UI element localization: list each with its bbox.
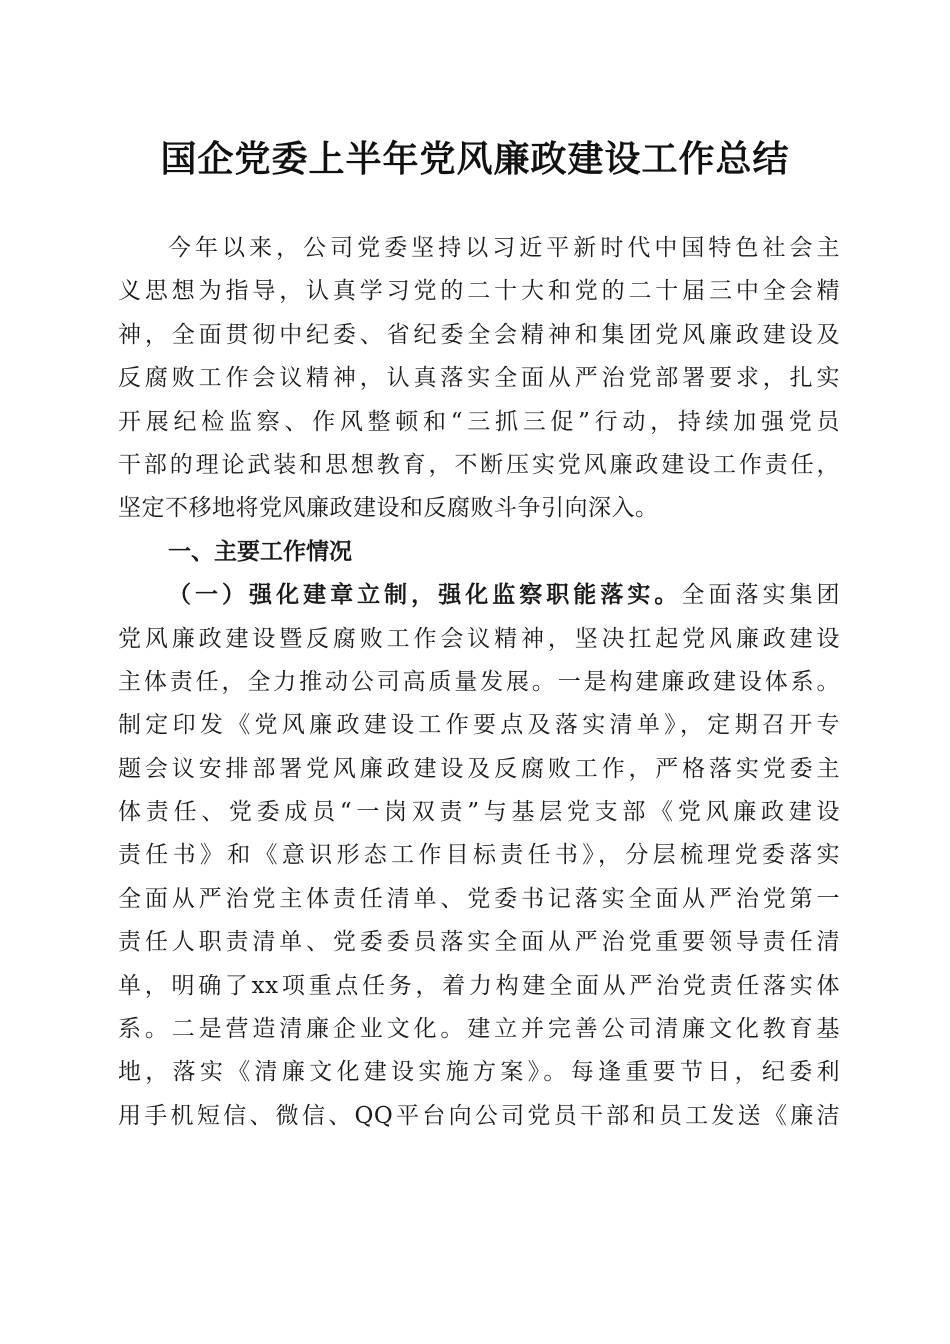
- document-title: 国企党委上半年党风廉政建设工作总结: [160, 138, 790, 180]
- paragraph-line: 系。二是营造清廉企业文化。建立并完善公司清廉文化教育基: [118, 1016, 840, 1043]
- section-heading: 一、主要工作情况: [168, 538, 352, 565]
- paragraph-line: 神，全面贯彻中纪委、省纪委全会精神和集团党风廉政建设及: [118, 321, 840, 348]
- paragraph-line: 今年以来，公司党委坚持以习近平新时代中国特色社会主: [168, 235, 840, 261]
- paragraph-line: 坚定不移地将党风廉政建设和反腐败斗争引向深入。: [118, 495, 659, 522]
- paragraph-line: 反腐败工作会议精神，认真落实全面从严治党部署要求，扎实: [118, 365, 840, 392]
- paragraph-line: 体责任、党委成员“一岗双责”与基层党支部《党风廉政建设: [118, 799, 840, 826]
- paragraph-line: 地，落实《清廉文化建设实施方案》。每逢重要节日，纪委利: [118, 1059, 840, 1086]
- paragraph-line: 义思想为指导，认真学习党的二十大和党的二十届三中全会精: [118, 278, 840, 305]
- paragraph-line: 单，明确了xx项重点任务，着力构建全面从严治党责任落实体: [118, 972, 840, 999]
- subsection-heading: （一）强化建章立制，强化监察职能落实。: [168, 582, 682, 609]
- paragraph-line: 干部的理论武装和思想教育，不断压实党风廉政建设工作责任，: [118, 451, 840, 478]
- subsection-first-line-text: 全面落实集团: [681, 582, 841, 609]
- subsection-first-line: [118, 574, 840, 617]
- paragraph-line: 题会议安排部署党风廉政建设及反腐败工作，严格落实党委主: [118, 755, 840, 782]
- paragraph-line: 责任书》和《意识形态工作目标责任书》，分层梳理党委落实: [118, 842, 840, 869]
- paragraph-line: 全面从严治党主体责任清单、党委书记落实全面从严治党第一: [118, 885, 840, 912]
- paragraph-line: 制定印发《党风廉政建设工作要点及落实清单》，定期召开专: [118, 712, 840, 739]
- paragraph-line: 党风廉政建设暨反腐败工作会议精神，坚决扛起党风廉政建设: [118, 625, 840, 652]
- paragraph-line: 责任人职责清单、党委委员落实全面从严治党重要领导责任清: [118, 929, 840, 956]
- paragraph-line: 主体责任，全力推动公司高质量发展。一是构建廉政建设体系。: [118, 668, 840, 695]
- paragraph-line: 开展纪检监察、作风整顿和“三抓三促”行动，持续加强党员: [118, 408, 840, 435]
- document-body: [118, 227, 840, 1138]
- paragraph-line: 用手机短信、微信、QQ平台向公司党员干部和员工发送《廉洁: [118, 1102, 840, 1129]
